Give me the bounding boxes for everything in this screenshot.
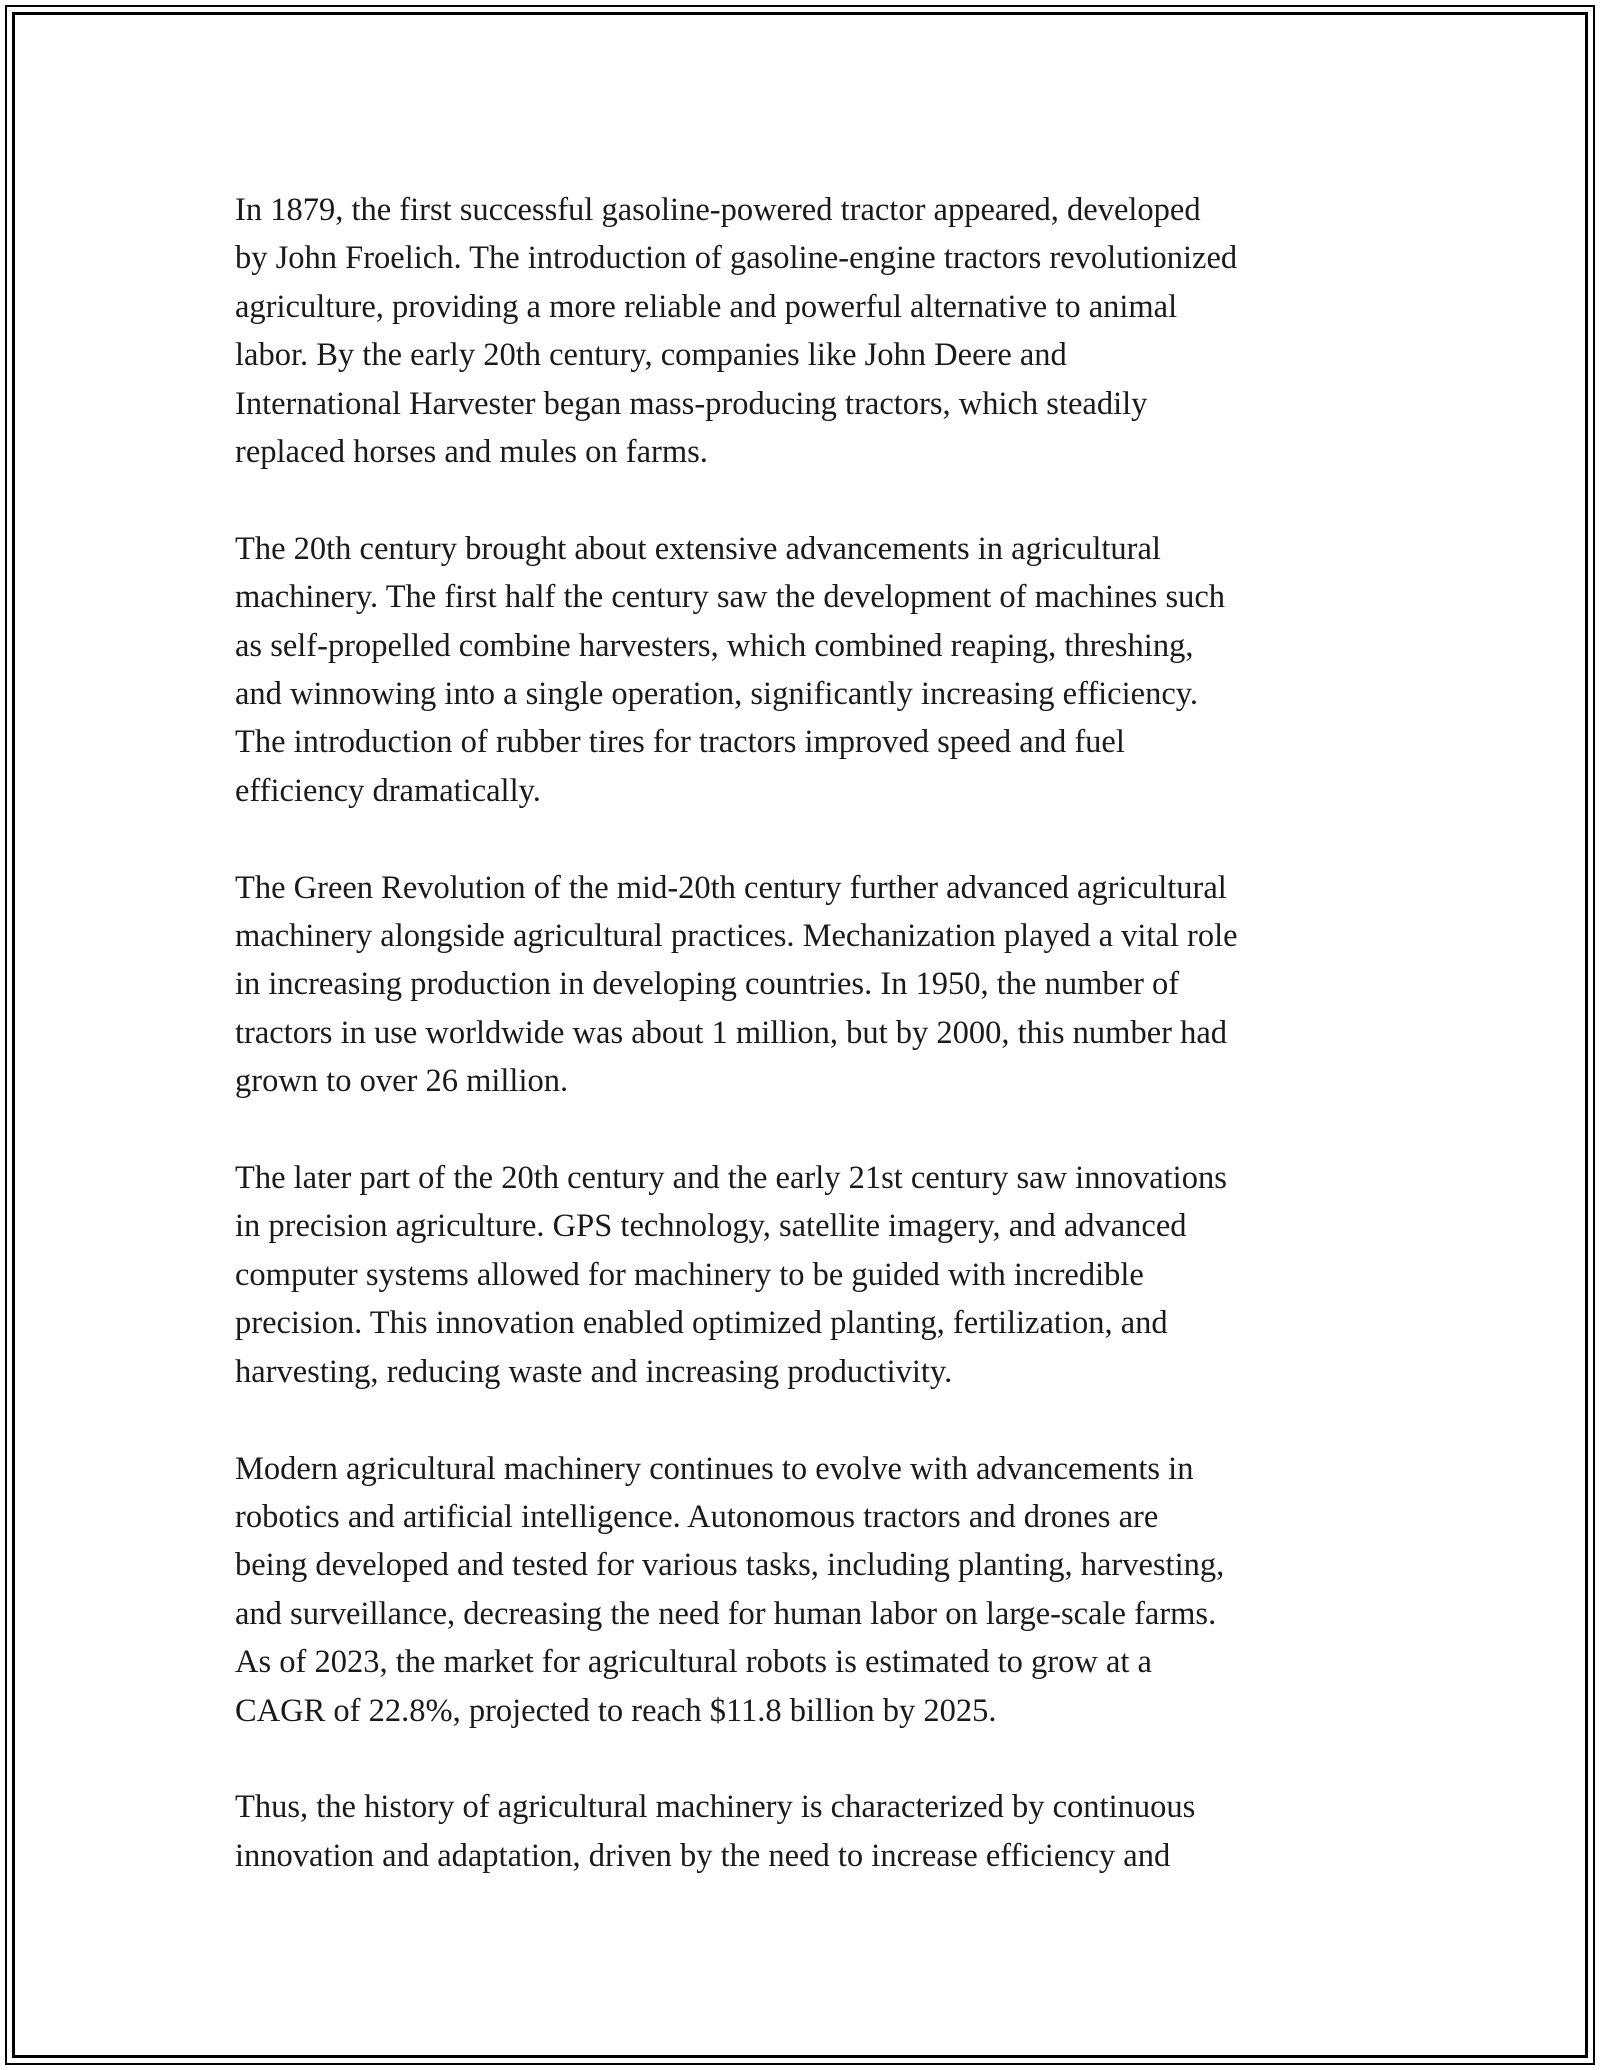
paragraph-3 — [235, 864, 1395, 1106]
text-line: tractors in use worldwide was about 1 million, but by 2000, this number had — [235, 1014, 1228, 1051]
paragraph-6 — [235, 1783, 1395, 1880]
text-line: machinery. The first half the century saw the development of machines such — [235, 579, 1226, 616]
text-line: The introduction of rubber tires for tractors improved speed and fuel — [235, 724, 1125, 761]
text-line: CAGR of 22.8%, projected to reach $11.8 billion by 2025. — [235, 1692, 997, 1729]
document-body — [235, 186, 1395, 1929]
text-line: precision. This innovation enabled optimized planting, fertilization, and — [235, 1305, 1168, 1342]
text-line: As of 2023, the market for agricultural robots is estimated to grow at a — [235, 1644, 1152, 1681]
text-line: The later part of the 20th century and the early 21st century saw innovations — [235, 1160, 1227, 1197]
text-line: In 1879, the first successful gasoline-powered tractor appeared, developed — [235, 192, 1201, 228]
paragraph-4 — [235, 1154, 1395, 1396]
text-line: agriculture, providing a more reliable and powerful alternative to animal — [235, 288, 1178, 325]
paragraph-5 — [235, 1445, 1395, 1735]
text-line: efficiency dramatically. — [235, 772, 541, 809]
text-line: labor. By the early 20th century, companies like John Deere and — [235, 337, 1067, 374]
text-line: Thus, the history of agricultural machinery is characterized by continuous — [235, 1789, 1196, 1826]
text-line: harvesting, reducing waste and increasing productivity. — [235, 1353, 953, 1390]
text-line: in increasing production in developing countries. In 1950, the number of — [235, 966, 1180, 1003]
text-line: replaced horses and mules on farms. — [235, 434, 708, 471]
text-line: machinery alongside agricultural practices. Mechanization played a vital role — [235, 918, 1238, 955]
text-line: and winnowing into a single operation, significantly increasing efficiency. — [235, 676, 1199, 713]
text-line: The Green Revolution of the mid-20th century further advanced agricultural — [235, 869, 1227, 906]
text-line: robotics and artificial intelligence. Autonomous tractors and drones are — [235, 1498, 1159, 1535]
text-line: International Harvester began mass-producing tractors, which steadily — [235, 385, 1148, 422]
text-line: being developed and tested for various tasks, including planting, harvesting, — [235, 1547, 1225, 1584]
text-line: innovation and adaptation, driven by the need to increase efficiency and — [235, 1837, 1171, 1874]
text-line: as self-propelled combine harvesters, which combined reaping, threshing, — [235, 627, 1194, 664]
text-line: in precision agriculture. GPS technology, satellite imagery, and advanced — [235, 1208, 1187, 1245]
paragraph-1 — [235, 186, 1395, 476]
text-line: by John Froelich. The introduction of gasoline-engine tractors revolutionized — [235, 240, 1238, 277]
text-line: grown to over 26 million. — [235, 1063, 569, 1100]
text-line: computer systems allowed for machinery to be guided with incredible — [235, 1256, 1144, 1293]
text-line: Modern agricultural machinery continues to evolve with advancements in — [235, 1450, 1194, 1487]
text-line: and surveillance, decreasing the need for human labor on large-scale farms. — [235, 1595, 1217, 1632]
paragraph-2 — [235, 525, 1395, 815]
text-line: The 20th century brought about extensive advancements in agricultural — [235, 530, 1161, 567]
